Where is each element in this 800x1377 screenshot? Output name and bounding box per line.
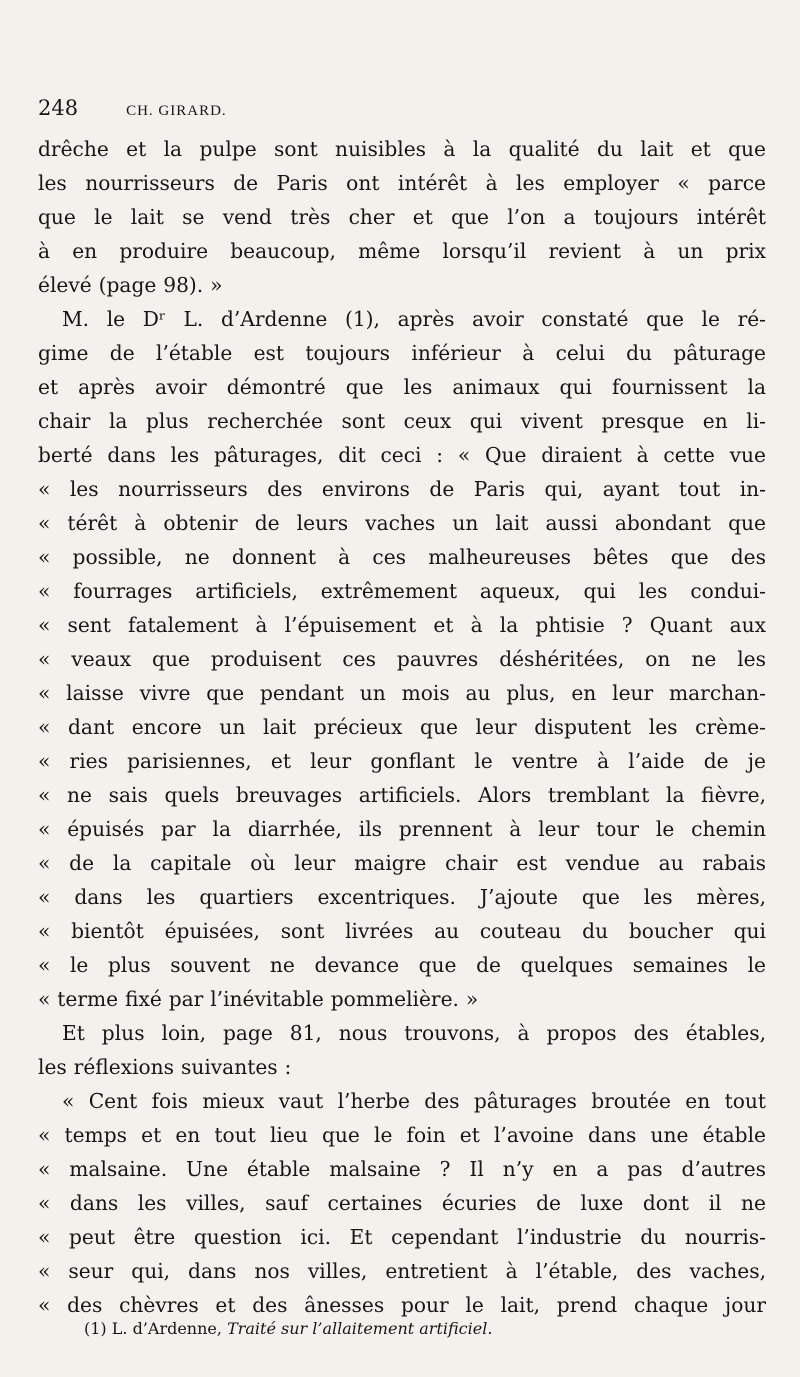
text-line: « Cent fois mieux vaut l’herbe des pâturages broutée en tout (62, 1089, 766, 1113)
text-line: « seur qui, dans nos villes, entretient à l’étable, des vaches, (38, 1259, 766, 1283)
footnote-title: Traité sur l’allaitement artificiel. (227, 1319, 493, 1338)
text-line: que le lait se vend très cher et que l’on a toujours intérêt (38, 205, 766, 229)
text-line: « dant encore un lait précieux que leur disputent les crème- (38, 715, 766, 739)
text-line: « des chèvres et des ânesses pour le lait, prend chaque jour (38, 1293, 766, 1317)
running-head-author: CH. GIRARD. (126, 103, 227, 119)
text-line: M. le Dʳ L. d’Ardenne (1), après avoir constaté que le ré- (62, 307, 766, 331)
text-line: « ne sais quels breuvages artificiels. Alors tremblant la fièvre, (38, 783, 766, 807)
text-line: « possible, ne donnent à ces malheureuses bêtes que des (38, 545, 766, 569)
text-line: les réflexions suivantes : (38, 1055, 292, 1079)
text-line: gime de l’étable est toujours inférieur à celui du pâturage (38, 341, 766, 365)
page-number: 248 (38, 96, 79, 120)
footnote-author: L. d’Ardenne, (111, 1319, 222, 1338)
text-line: « de la capitale où leur maigre chair est vendue au rabais (38, 851, 766, 875)
text-line: « temps et en tout lieu que le foin et l’avoine dans une étable (38, 1123, 766, 1147)
text-line: à en produire beaucoup, même lorsqu’il revient à un prix (38, 239, 766, 263)
text-line: élevé (page 98). » (38, 273, 223, 297)
text-line: « bientôt épuisées, sont livrées au couteau du boucher qui (38, 919, 766, 943)
text-line: « ries parisiennes, et leur gonflant le ventre à l’aide de je (38, 749, 766, 773)
text-line: les nourrisseurs de Paris ont intérêt à les employer « parce (38, 171, 766, 195)
text-line: « le plus souvent ne devance que de quelques semaines le (38, 953, 766, 977)
footnote (84, 1318, 492, 1340)
text-line: « fourrages artificiels, extrêmement aqueux, qui les condui- (38, 579, 766, 603)
text-line: « terme fixé par l’inévitable pommelière. » (38, 987, 479, 1011)
text-line: « épuisés par la diarrhée, ils prennent à leur tour le chemin (38, 817, 766, 841)
text-line: « les nourrisseurs des environs de Paris qui, ayant tout in- (38, 477, 766, 501)
text-line: berté dans les pâturages, dit ceci : « Que diraient à cette vue (38, 443, 766, 467)
text-line: « sent fatalement à l’épuisement et à la phtisie ? Quant aux (38, 613, 766, 637)
text-line: « malsaine. Une étable malsaine ? Il n’y en a pas d’autres (38, 1157, 766, 1181)
footnote-marker: (1) (84, 1319, 107, 1338)
body-text (38, 132, 766, 1322)
text-line: « laisse vivre que pendant un mois au plus, en leur marchan- (38, 681, 766, 705)
running-head (38, 96, 766, 132)
text-line: « peut être question ici. Et cependant l’industrie du nourris- (38, 1225, 766, 1249)
text-line: drêche et la pulpe sont nuisibles à la qualité du lait et que (38, 137, 766, 161)
text-line: « dans les quartiers excentriques. J’ajoute que les mères, (38, 885, 766, 909)
text-line: « veaux que produisent ces pauvres déshéritées, on ne les (38, 647, 766, 671)
text-line: et après avoir démontré que les animaux qui fournissent la (38, 375, 766, 399)
text-line: « dans les villes, sauf certaines écuries de luxe dont il ne (38, 1191, 766, 1215)
text-line: « térêt à obtenir de leurs vaches un lait aussi abondant que (38, 511, 766, 535)
text-line: Et plus loin, page 81, nous trouvons, à propos des étables, (62, 1021, 766, 1045)
text-line: chair la plus recherchée sont ceux qui vivent presque en li- (38, 409, 766, 433)
